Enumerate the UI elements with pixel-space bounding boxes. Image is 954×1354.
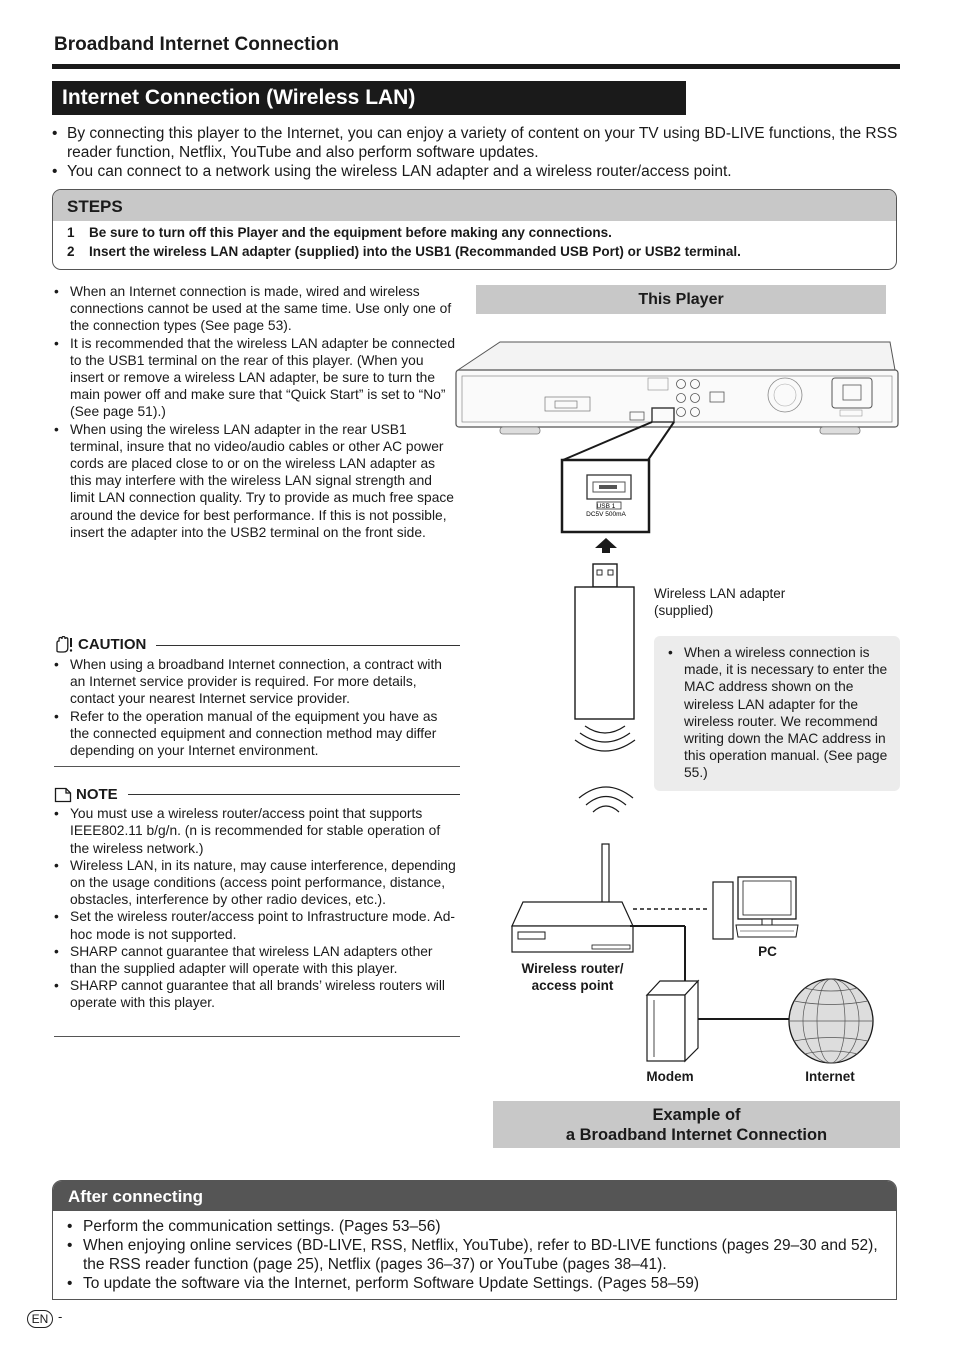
player-rear-illustration	[456, 342, 898, 434]
example-caption: Example of a Broadband Internet Connection	[493, 1101, 900, 1148]
wireless-lan-adapter	[575, 564, 634, 719]
caution-divider	[54, 766, 460, 767]
caution-section	[54, 636, 460, 759]
steps-box	[52, 189, 897, 270]
intro-list	[52, 124, 902, 181]
list-item: • To update the software via the Internet, perform Software Update Settings. (Pages 58–59)	[67, 1275, 700, 1292]
list-item: • You must use a wireless router/access point that supports IEEE802.11 b/g/n. (n is recommended for stable operation of the wireless network.)	[54, 806, 441, 856]
list-item: • When using the wireless LAN adapter in the rear USB1 terminal, insure that no video/audio cables or other AC power cords are placed close to or on the wireless LAN adapter as this may interfere with the wireless LAN signal strength and limit LAN connection quality. Try to provide as much free space around the device for best performance. If this is not possible, insert the adapter into the USB2 terminal on the front side.	[54, 421, 454, 540]
note-section	[54, 786, 460, 1012]
note-divider	[54, 1036, 460, 1037]
page-number-dash: -	[58, 1309, 63, 1324]
list-item: • Set the wireless router/access point to Infrastructure mode. Ad-hoc mode is not supported.	[54, 909, 455, 942]
router-signal-icon	[579, 787, 633, 812]
list-item: • When using a broadband Internet connection, a contract with an Internet service provider is required. For more details, contact your nearest Internet service provider.	[54, 657, 442, 707]
list-item: • You can connect to a network using the wireless LAN adapter and a wireless router/access point.	[52, 163, 732, 180]
language-badge: EN	[27, 1310, 53, 1328]
pc-illustration	[713, 877, 798, 939]
modem-illustration	[647, 981, 698, 1061]
wireless-router-illustration	[512, 844, 633, 952]
adapter-label: Wireless LAN adapter (supplied)	[654, 586, 786, 618]
after-connecting-box	[52, 1180, 897, 1300]
internet-label: Internet	[805, 1069, 855, 1084]
list-item: • When an Internet connection is made, wired and wireless connections cannot be used at the same time. Use only one of the connection types (See page 53).	[54, 284, 452, 334]
modem-label: Modem	[646, 1069, 694, 1084]
header-rule	[52, 64, 900, 69]
section-title: Broadband Internet Connection	[54, 34, 339, 55]
list-item: • By connecting this player to the Internet, you can enjoy a variety of content on your TV using BD-LIVE functions, the RSS reader function, Netflix, YouTube and also perform software updates.	[52, 125, 898, 161]
page-title: Internet Connection (Wireless LAN)	[52, 81, 686, 115]
step-item: 2 Insert the wireless LAN adapter (supplied) into the USB1 (Recommanded USB Port) or USB2 terminal.	[67, 243, 741, 259]
router-label: Wireless router/ access point	[521, 961, 624, 993]
step-item: 1 Be sure to turn off this Player and the equipment before making any connections.	[67, 225, 612, 240]
list-item: • It is recommended that the wireless LAN adapter be connected to the USB1 terminal on the rear of this player. (When you insert or remove a wireless LAN adapter, be sure to turn the main power off and make sure that “Quick Start” is set to “No” (See page 51).)	[54, 335, 455, 420]
list-item: • Refer to the operation manual of the equipment you have as the connected equipment and connection method may differ depending on your Internet environment.	[54, 708, 438, 759]
note-title: NOTE	[76, 786, 118, 803]
list-item: • SHARP cannot guarantee that wireless LAN adapters other than the supplied adapter will operate with this player.	[54, 943, 433, 977]
pc-label: PC	[758, 944, 777, 959]
list-item: • Wireless LAN, in its nature, may cause interference, depending on the usage conditions (access point performance, distance, obstacles, interference by other radio devices, etc.).	[54, 857, 456, 908]
usb1-label: USB 1	[596, 503, 616, 510]
list-item: • When enjoying online services (BD-LIVE, RSS, Netflix, YouTube), refer to BD-LIVE functions (pages 29–30 and 52), the RSS reader function (page 25), Netflix (pages 36–37) or YouTube (pages 38–41).	[67, 1237, 878, 1273]
connection-notes	[54, 283, 460, 541]
insert-arrow-icon	[595, 538, 617, 553]
mac-address-note: • When a wireless connection is made, it is necessary to enter the MAC address shown on the wireless LAN adapter for the wireless router. We recommend writing down the MAC address in this operation manual. (See page 55.)	[654, 636, 900, 791]
list-item: • SHARP cannot guarantee that all brands’ wireless routers will operate with this player.	[54, 978, 446, 1011]
caution-title: CAUTION	[78, 636, 147, 654]
after-connecting-title: After connecting	[53, 1181, 896, 1211]
note-icon	[54, 787, 72, 803]
adapter-signal-icon	[575, 726, 635, 751]
this-player-label: This Player	[476, 285, 886, 314]
steps-title: STEPS	[53, 190, 896, 221]
usb-power-label: DC5V 500mA	[586, 511, 626, 518]
list-item: • Perform the communication settings. (Pages 53–56)	[67, 1218, 441, 1235]
caution-hand-icon	[54, 636, 74, 654]
internet-globe-icon	[789, 979, 873, 1063]
